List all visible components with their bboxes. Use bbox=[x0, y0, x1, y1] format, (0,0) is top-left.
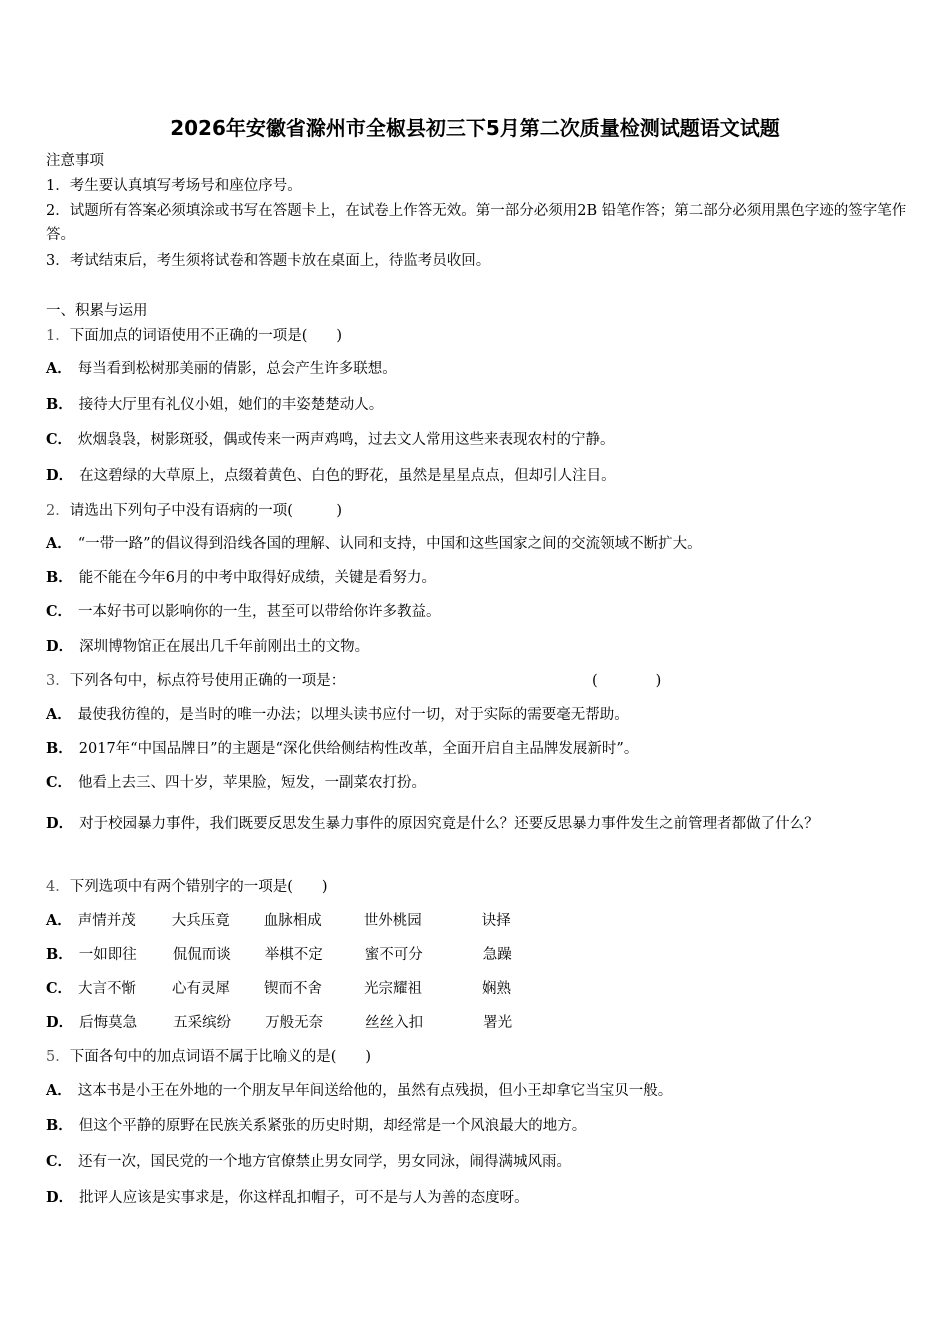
option-label: B． bbox=[46, 740, 73, 757]
option-row bbox=[46, 978, 511, 1000]
option-text: 2017年“中国品牌日”的主题是“深化供给侧结构性改革，全面开启自主品牌发展新时”。 bbox=[78, 741, 639, 757]
option-row bbox=[46, 738, 638, 760]
option-row bbox=[46, 1187, 529, 1209]
option-word: 大兵压竟 bbox=[171, 913, 230, 929]
option-row bbox=[46, 465, 616, 487]
option-word: 丝丝入扣 bbox=[365, 1015, 424, 1031]
option-label: A． bbox=[46, 706, 72, 723]
option-label: D． bbox=[46, 1014, 74, 1031]
section-heading: 一、积累与运用 bbox=[46, 303, 148, 319]
option-label: D． bbox=[46, 467, 74, 484]
option-text: 每当看到松树那美丽的倩影，总会产生许多联想。 bbox=[77, 361, 397, 377]
option-row bbox=[46, 1151, 571, 1173]
question-text: 下列选项中有两个错别字的一项是( ) bbox=[69, 879, 328, 895]
option-word: 署光 bbox=[483, 1015, 513, 1031]
option-text: 一本好书可以影响你的一生，甚至可以带给你许多教益。 bbox=[78, 604, 441, 620]
notice-item: 3．考试结束后，考生须将试卷和答题卡放在桌面上，待监考员收回。 bbox=[46, 253, 491, 269]
option-row bbox=[46, 772, 426, 794]
option-label: A． bbox=[46, 912, 72, 929]
option-row bbox=[46, 1080, 672, 1102]
option-row bbox=[46, 533, 702, 555]
option-row bbox=[46, 1012, 512, 1034]
question-number: 1． bbox=[46, 328, 70, 344]
option-text: 还有一次，国民党的一个地方官僚禁止男女同学，男女同泳，闹得满城风雨。 bbox=[78, 1154, 572, 1170]
option-label: A． bbox=[46, 360, 72, 377]
question-text: 下列各句中，标点符号使用正确的一项是： bbox=[69, 673, 346, 689]
option-word: 世外桃园 bbox=[363, 913, 422, 929]
option-row bbox=[46, 601, 441, 623]
option-word: 光宗耀祖 bbox=[364, 981, 423, 997]
option-text: 但这个平静的原野在民族关系紧张的历史时期，却经常是一个风浪最大的地方。 bbox=[78, 1118, 587, 1134]
option-word: 大言不惭 bbox=[78, 981, 137, 997]
option-word: 锲而不舍 bbox=[264, 981, 323, 997]
option-word: 蜜不可分 bbox=[364, 947, 423, 963]
question-text: 下面各句中的加点词语不属于比喻义的是( ) bbox=[69, 1049, 372, 1065]
page-title: 2026年安徽省滁州市全椒县初三下5月第二次质量检测试题语文试题 bbox=[170, 116, 780, 140]
notice-heading: 注意事项 bbox=[46, 153, 104, 169]
option-label: A． bbox=[46, 1082, 72, 1099]
question-stem bbox=[46, 1046, 371, 1068]
option-row bbox=[46, 1115, 586, 1137]
notice-item: 2．试题所有答案必须填涂或书写在答题卡上，在试卷上作答无效。第一部分必须用2B 铅笔作答；第二部分必须用黑色字迹的签字笔作答。 bbox=[46, 203, 907, 243]
option-text: 在这碧绿的大草原上，点缀着黄色、白色的野花，虽然是星星点点，但却引人注目。 bbox=[79, 468, 616, 484]
question-number: 4． bbox=[46, 879, 70, 895]
option-word: 后悔莫急 bbox=[79, 1015, 138, 1031]
option-row bbox=[46, 394, 383, 416]
question-stem bbox=[46, 876, 328, 898]
option-label: C． bbox=[46, 431, 73, 448]
option-label: B． bbox=[46, 569, 73, 586]
option-label: D． bbox=[46, 638, 74, 655]
option-text: 能不能在今年6月的中考中取得好成绩，关键是看努力。 bbox=[78, 570, 436, 586]
option-text: 深圳博物馆正在展出几千年前刚出土的文物。 bbox=[79, 639, 370, 655]
option-text: 批评人应该是实事求是，你这样乱扣帽子，可不是与人为善的态度呀。 bbox=[79, 1190, 529, 1206]
option-row bbox=[46, 704, 629, 726]
option-word: 诀择 bbox=[481, 913, 511, 929]
option-word: 五采缤纷 bbox=[173, 1015, 232, 1031]
option-row bbox=[46, 429, 615, 451]
option-word: 血脉相成 bbox=[263, 913, 322, 929]
option-label: C． bbox=[46, 774, 73, 791]
question-text: 下面加点的词语使用不正确的一项是( ) bbox=[69, 328, 343, 344]
question-number: 5． bbox=[46, 1049, 70, 1065]
option-word: 举棋不定 bbox=[264, 947, 323, 963]
option-word: 万般无奈 bbox=[265, 1015, 324, 1031]
answer-parenthesis: ( ) bbox=[592, 673, 662, 689]
question-stem bbox=[46, 325, 342, 347]
option-word: 侃侃而谈 bbox=[172, 947, 231, 963]
question-number: 3． bbox=[46, 673, 70, 689]
option-label: D． bbox=[46, 1189, 74, 1206]
option-text: 对于校园暴力事件，我们既要反思发生暴力事件的原因究竟是什么？还要反思暴力事件发生之前管理者都做了什么？ bbox=[79, 816, 819, 832]
option-row bbox=[46, 944, 512, 966]
option-label: B． bbox=[46, 396, 73, 413]
option-text: 接待大厅里有礼仪小姐，她们的丰姿楚楚动人。 bbox=[78, 397, 384, 413]
option-word: 声情并茂 bbox=[77, 913, 136, 929]
option-row bbox=[46, 636, 369, 658]
question-stem bbox=[46, 500, 342, 522]
option-text: 最使我彷徨的，是当时的唯一办法；以埋头读书应付一切，对于实际的需要毫无帮助。 bbox=[77, 707, 629, 723]
option-word: 心有灵犀 bbox=[172, 981, 231, 997]
option-text: 这本书是小王在外地的一个朋友早年间送给他的，虽然有点残损，但小王却拿它当宝贝一般。 bbox=[77, 1083, 673, 1099]
question-stem bbox=[46, 670, 908, 692]
option-label: C． bbox=[46, 1153, 73, 1170]
option-row bbox=[46, 806, 908, 842]
option-word: 急躁 bbox=[482, 947, 512, 963]
option-word: 娴熟 bbox=[482, 981, 512, 997]
option-label: C． bbox=[46, 980, 73, 997]
option-label: A． bbox=[46, 535, 72, 552]
option-row bbox=[46, 358, 397, 380]
question-text: 请选出下列句子中没有语病的一项( ) bbox=[69, 503, 343, 519]
option-word: 一如即往 bbox=[78, 947, 137, 963]
option-text: “一带一路”的倡议得到沿线各国的理解、认同和支持，中国和这些国家之间的交流领域不断扩大。 bbox=[77, 536, 702, 552]
option-text: 他看上去三、四十岁，苹果脸，短发，一副菜农打扮。 bbox=[78, 775, 427, 791]
option-text: 炊烟袅袅，树影斑驳，偶或传来一两声鸡鸣，过去文人常用这些来表现农村的宁静。 bbox=[78, 432, 615, 448]
option-label: B． bbox=[46, 1117, 73, 1134]
option-row bbox=[46, 910, 511, 932]
option-label: B． bbox=[46, 946, 73, 963]
notice-item: 1．考生要认真填写考场号和座位序号。 bbox=[46, 178, 302, 194]
question-number: 2． bbox=[46, 503, 70, 519]
option-label: C． bbox=[46, 603, 73, 620]
option-label: D． bbox=[46, 815, 74, 832]
option-row bbox=[46, 567, 436, 589]
